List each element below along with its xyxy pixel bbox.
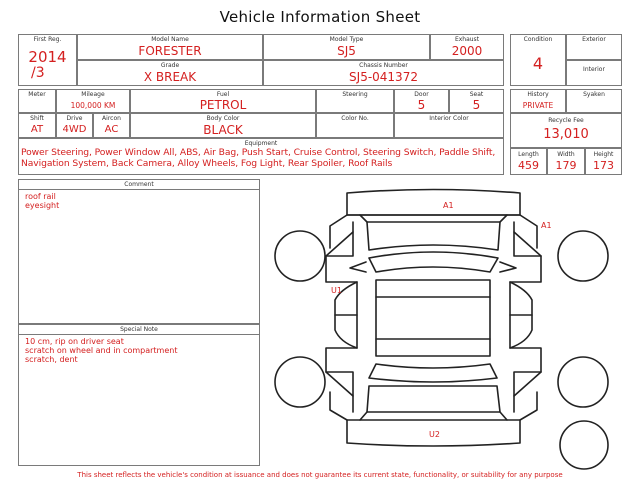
- condition-value: 4: [532, 54, 544, 73]
- meter-label: Meter: [28, 91, 46, 98]
- fuel-value: PETROL: [199, 98, 247, 112]
- drive-value: 4WD: [62, 124, 87, 135]
- spare-wheel: [560, 421, 608, 469]
- length-value: 459: [518, 159, 539, 172]
- mileage-value: 100,000 KM: [70, 101, 116, 110]
- rear-window: [369, 364, 497, 382]
- height-value: 173: [593, 159, 614, 172]
- equipment-value: Power Steering, Power Window All, ABS, Air Bag, Push Start, Cruise Control, Steering Switch, Paddle Shift, Navigation System, Back Camera, Alloy Wheels, Fog Light, Rear Spoiler, Roof Rails: [21, 147, 496, 169]
- windshield: [369, 252, 498, 272]
- front-bumper: [347, 190, 520, 216]
- chassis-number-label: Chassis Number: [359, 62, 408, 69]
- mileage-label: Mileage: [81, 91, 105, 98]
- equipment-label: Equipment: [244, 140, 278, 147]
- exhaust-value: 2000: [451, 44, 483, 58]
- syaken-label: Syaken: [583, 91, 605, 98]
- aircon-value: AC: [104, 124, 119, 135]
- model-name-value: FORESTER: [138, 44, 202, 58]
- right-side-panel: [510, 222, 541, 412]
- damage-mark-rear: U2: [429, 430, 440, 439]
- shift-label: Shift: [30, 115, 44, 122]
- mirror-right: [500, 262, 516, 272]
- wheel-rear-left: [275, 357, 325, 407]
- wheel-rear-right: [558, 357, 608, 407]
- grade-label: Grade: [160, 62, 180, 69]
- special-note-text: 10 cm, rip on driver seat scratch on wheel and in compartment scratch, dent: [25, 337, 178, 364]
- width-value: 179: [555, 159, 577, 172]
- first-reg-year: 2014: [28, 48, 67, 66]
- door-label: Door: [414, 91, 429, 98]
- trunk: [367, 386, 500, 412]
- damage-mark-left-side: U1: [331, 286, 342, 295]
- seat-label: Seat: [469, 91, 484, 98]
- height-label: Height: [593, 151, 614, 158]
- special-note-label: Special Note: [19, 325, 259, 335]
- width-label: Width: [557, 151, 575, 158]
- model-type-value: SJ5: [337, 44, 356, 58]
- exterior-label: Exterior: [582, 36, 606, 43]
- mirror-left: [350, 262, 366, 272]
- first-reg-month: /3: [31, 65, 45, 81]
- interior-label: Interior: [583, 66, 605, 73]
- aircon-label: Aircon: [102, 115, 121, 122]
- exhaust-label: Exhaust: [454, 36, 480, 43]
- comment-label: Comment: [19, 180, 259, 190]
- door-value: 5: [417, 98, 426, 112]
- wheel-front-left: [275, 231, 325, 281]
- damage-mark-front-right: A1: [541, 221, 552, 230]
- body-color-value: BLACK: [203, 123, 243, 137]
- recycle-fee-value: 13,010: [543, 127, 589, 142]
- left-side-panel: [326, 222, 357, 412]
- condition-label: Condition: [523, 36, 553, 43]
- shift-value: AT: [30, 124, 44, 135]
- hood: [367, 222, 500, 250]
- steering-label: Steering: [342, 91, 368, 98]
- first-reg-label: First Reg.: [33, 36, 62, 43]
- grade-value: X BREAK: [143, 70, 197, 84]
- history-label: History: [527, 91, 549, 98]
- model-type-label: Model Type: [329, 36, 364, 43]
- fuel-label: Fuel: [216, 91, 230, 98]
- recycle-fee-label: Recycle Fee: [548, 117, 584, 124]
- wheel-front-right: [558, 231, 608, 281]
- history-value: PRIVATE: [522, 101, 554, 110]
- interior-color-label: Interior Color: [429, 115, 469, 122]
- seat-value: 5: [472, 98, 481, 112]
- length-label: Length: [518, 151, 539, 158]
- model-name-label: Model Name: [151, 36, 189, 43]
- body-color-label: Body Color: [206, 115, 240, 122]
- comment-text: roof rail eyesight: [25, 192, 60, 210]
- disclaimer-footer: This sheet reflects the vehicle's condition at issuance and does not guarantee its current state, functionality, or suitability for any purpose: [77, 471, 563, 479]
- chassis-number-value: SJ5-041372: [349, 70, 418, 84]
- sheet-title: Vehicle Information Sheet: [219, 8, 421, 26]
- damage-mark-front: A1: [443, 201, 454, 210]
- roof: [376, 280, 490, 356]
- drive-label: Drive: [66, 115, 83, 122]
- color-no-label: Color No.: [341, 115, 369, 122]
